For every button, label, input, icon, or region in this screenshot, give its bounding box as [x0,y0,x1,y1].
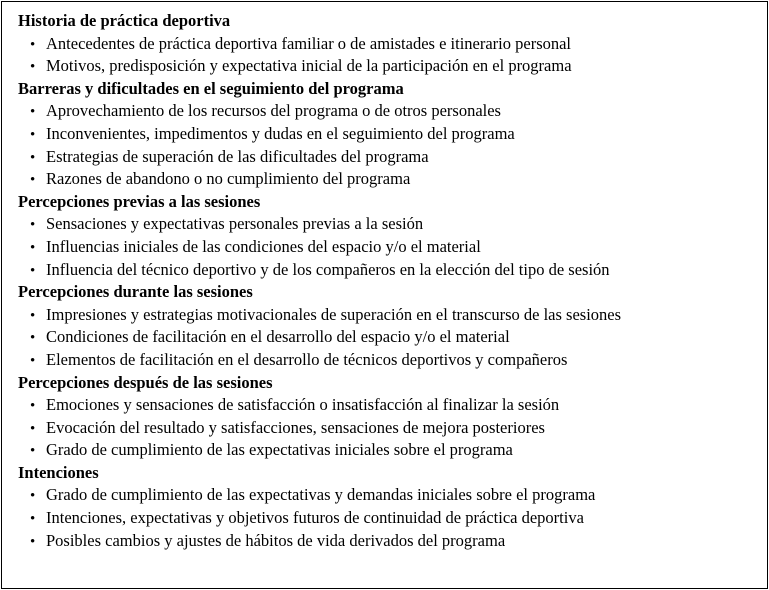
list-item-text: Evocación del resultado y satisfacciones, sensaciones de mejora posteriores [46,417,545,437]
section-title: Historia de práctica deportiva [18,11,231,30]
bullet-icon: • [30,172,36,189]
section-intenciones [18,462,761,552]
list-item-text: Condiciones de facilitación en el desarrollo del espacio y/o el material [46,327,510,347]
bullet-icon: • [30,307,36,324]
list-item-text: Posibles cambios y ajustes de hábitos de vida derivados del programa [46,530,506,550]
bullet-icon: • [30,398,36,415]
list-item [18,349,761,372]
bullet-icon: • [30,126,36,143]
bullet-icon: • [30,352,36,369]
list-item [18,146,761,169]
list-item [18,326,761,349]
list-item [18,484,761,507]
list-item-text: Influencia del técnico deportivo y de los compañeros en la elección del tipo de sesión [46,259,610,279]
list-item [18,236,761,259]
section-title: Intenciones [18,462,99,482]
bullet-icon: • [30,104,36,121]
bullet-icon: • [30,420,36,437]
section-percepciones-previas [18,191,761,281]
list-item [18,417,761,440]
list-item [18,507,761,530]
list-item [18,100,761,123]
bullet-icon: • [30,36,36,53]
list-item-text: Sensaciones y expectativas personales previas a la sesión [46,214,424,234]
section-title: Barreras y dificultades en el seguimiento del programa [18,78,404,98]
list-item [18,55,761,78]
list-item-text: Motivos, predisposición y expectativa inicial de la participación en el programa [46,56,572,76]
list-item-text: Antecedentes de práctica deportiva familiar o de amistades e itinerario personal [46,33,572,53]
bullet-icon: • [30,217,36,234]
section-percepciones-durante [18,281,761,371]
bullet-icon: • [30,488,36,505]
section-barreras [18,78,761,191]
bullet-icon: • [30,330,36,347]
list-item [18,304,761,327]
bullet-icon: • [30,262,36,279]
list-item-text: Impresiones y estrategias motivacionales de superación en el transcurso de las sesiones [46,304,622,324]
section-percepciones-despues [18,372,761,462]
list-item-text: Influencias iniciales de las condiciones del espacio y/o el material [46,236,481,256]
list-item [18,213,761,236]
list-item-text: Grado de cumplimiento de las expectativas y demandas iniciales sobre el programa [46,485,596,505]
bullet-icon: • [30,443,36,460]
category-list [18,10,761,552]
list-item [18,439,761,462]
list-item-text: Razones de abandono o no cumplimiento del programa [46,169,411,189]
section-historia [18,10,761,78]
list-item [18,259,761,282]
list-item [18,168,761,191]
bullet-icon: • [30,511,36,528]
list-item [18,394,761,417]
bullet-icon: • [30,533,36,550]
bullet-icon: • [30,239,36,256]
list-item-text: Intenciones, expectativas y objetivos futuros de continuidad de práctica deportiva [46,508,584,528]
list-item-text: Estrategias de superación de las dificultades del programa [46,146,429,166]
section-title: Percepciones después de las sesiones [18,372,273,392]
list-item-text: Elementos de facilitación en el desarrollo de técnicos deportivos y compañeros [46,349,568,369]
section-title: Percepciones previas a las sesiones [18,191,261,211]
bullet-icon: • [30,59,36,76]
list-item [18,33,761,56]
table-frame [1,1,768,589]
list-item [18,123,761,146]
list-item-text: Emociones y sensaciones de satisfacción o insatisfacción al finalizar la sesión [46,395,560,415]
section-title: Percepciones durante las sesiones [18,282,253,302]
list-item-text: Inconvenientes, impedimentos y dudas en el seguimiento del programa [46,123,515,143]
list-item-text: Grado de cumplimiento de las expectativas iniciales sobre el programa [46,440,513,460]
list-item-text: Aprovechamiento de los recursos del programa o de otros personales [46,101,501,121]
bullet-icon: • [30,149,36,166]
list-item [18,530,761,553]
